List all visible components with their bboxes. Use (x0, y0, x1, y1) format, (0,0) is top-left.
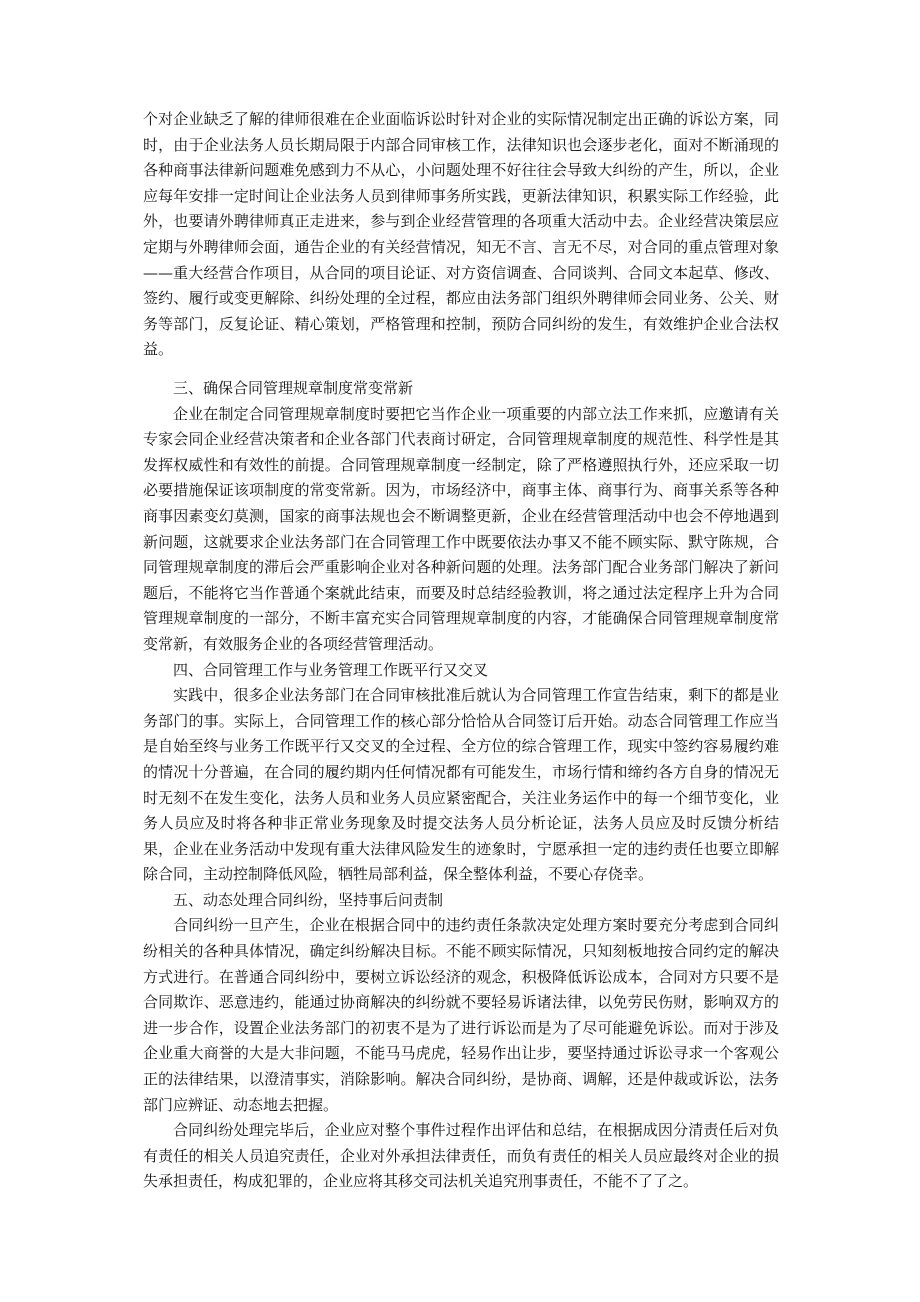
section-3-body: 企业在制定合同管理规章制度时要把它当作企业一项重要的内部立法工作来抓，应邀请有关专家会同企业经营决策者和企业各部门代表商讨研定，合同管理规章制度的规范性、科学性是其发挥权威性和有效性的前提。合同管理规章制度一经制定，除了严格遵照执行外，还应采取一切必要措施保证该项制度的常变常新。因为，市场经济中，商事主体、商事行为、商事关系等各种商事因素变幻莫测，国家的商事法规也会不断调整更新，企业在经营管理活动中也会不停地遇到新问题，这就要求企业法务部门在合同管理工作中既要依法办事又不能不顾实际、默守陈规，合同管理规章制度的滞后会严重影响企业对各种新问题的处理。法务部门配合业务部门解决了新问题后，不能将它当作普通个案就此结束，而要及时总结经验教训，将之通过法定程序上升为合同管理规章制度的一部分，不断丰富充实合同管理规章制度的内容，才能确保合同管理规章制度常变常新，有效服务企业的各项经营管理活动。 (143, 404, 779, 653)
section-5-body-2: 合同纠纷处理完毕后，企业应对整个事件过程作出评估和总结，在根据成因分清责任后对负有责任的相关人员追究责任，企业对外承担法律责任，而负有责任的相关人员应最终对企业的损失承担责任，构成犯罪的，企业应将其移交司法机关追究刑事责任，不能不了了之。 (143, 1121, 779, 1191)
section-5-body-1: 合同纠纷一旦产生，企业在根据合同中的违约责任条款决定处理方案时要充分考虑到合同纠纷相关的各种具体情况，确定纠纷解决目标。不能不顾实际情况，只知刻板地按合同约定的解决方式进行。在普通合同纠纷中，要树立诉讼经济的观念，积极降低诉讼成本，合同对方只要不是合同欺诈、恶意违约，能通过协商解决的纠纷就不要轻易诉诸法律，以免劳民伤财，影响双方的进一步合作，设置企业法务部门的初衷不是为了进行诉讼而是为了尽可能避免诉讼。而对于涉及企业重大商誉的大是大非问题，不能马马虎虎，轻易作出让步，要坚持通过诉讼寻求一个客观公正的法律结果，以澄清事实，消除影响。解决合同纠纷，是协商、调解，还是仲裁或诉讼，法务部门应辨证、动态地去把握。 (143, 916, 779, 1114)
section-4-heading: 四、合同管理工作与业务管理工作既平行又交叉 (173, 660, 489, 679)
main-sections (143, 376, 779, 1195)
intro-section (143, 107, 779, 363)
section-4-body: 实践中，很多企业法务部门在合同审核批准后就认为合同管理工作宣告结束，剩下的都是业务部门的事。实际上，合同管理工作的核心部分恰恰从合同签订后开始。动态合同管理工作应当是自始至终与业务工作既平行又交叉的全过程、全方位的综合管理工作，现实中签约容易履约难的情况十分普遍，在合同的履约期内任何情况都有可能发生，市场行情和缔约各方自身的情况无时无刻不在发生变化，法务人员和业务人员应紧密配合，关注业务运作中的每一个细节变化，业务人员应及时将各种非正常业务现象及时提交法务人员分析论证，法务人员应及时反馈分析结果，企业在业务活动中发现有重大法律风险发生的迹象时，宁愿承担一定的违约责任也要立即解除合同，主动控制降低风险，牺牲局部利益，保全整体利益，不要心存侥幸。 (143, 686, 779, 884)
intro-paragraph: 个对企业缺乏了解的律师很难在企业面临诉讼时针对企业的实际情况制定出正确的诉讼方案，同时，由于企业法务人员长期局限于内部合同审核工作，法律知识也会逐步老化，面对不断涌现的各种商事法律新问题难免感到力不从心，小问题处理不好往往会导致大纠纷的产生，所以，企业应每年安排一定时间让企业法务人员到律师事务所实践，更新法律知识，积累实际工作经验，此外，也要请外聘律师真正走进来，参与到企业经营管理的各项重大活动中去。企业经营决策层应定期与外聘律师会面，通告企业的有关经营情况，知无不言、言无不尽，对合同的重点管理对象——重大经营合作项目，从合同的项目论证、对方资信调查、合同谈判、合同文本起草、修改、签约、履行或变更解除、纠纷处理的全过程，都应由法务部门组织外聘律师会同业务、公关、财务等部门，反复论证、精心策划，严格管理和控制，预防合同纠纷的发生，有效维护企业合法权益。 (143, 110, 779, 359)
section-5-heading: 五、动态处理合同纠纷，坚持事后问责制 (173, 890, 444, 909)
section-3-heading: 三、确保合同管理规章制度常变常新 (173, 379, 414, 397)
